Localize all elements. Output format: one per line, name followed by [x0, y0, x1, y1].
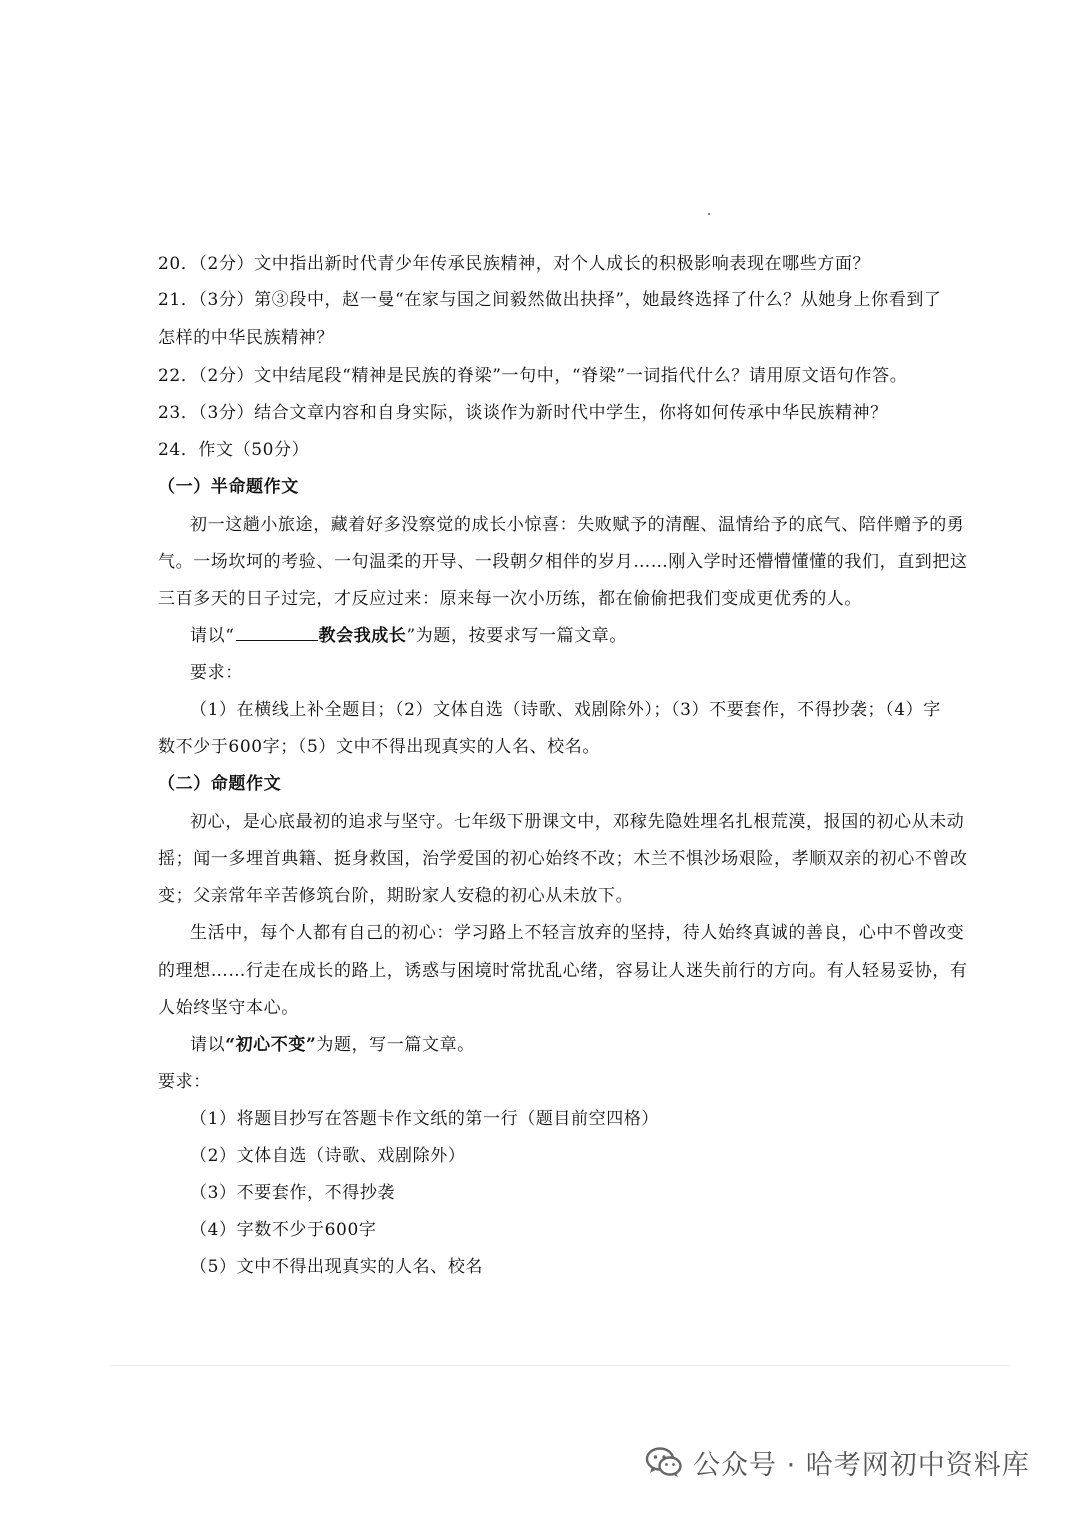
part1-prompt — [190, 624, 627, 648]
part2-requirement-2: （2）文体自选（诗歌、戏剧除外） — [190, 1146, 466, 1166]
part2-paragraph2-line-3: 人始终坚守本心。 — [158, 998, 299, 1018]
part2-requirement-1: （1）将题目抄写在答题卡作文纸的第一行（题目前空四格） — [190, 1109, 660, 1129]
part1-requirements-line-1: （1）在横线上补全题目；（2）文体自选（诗歌、戏剧除外）；（3）不要套作，不得抄袭；（4）字 — [190, 700, 941, 720]
part2-requirement-5: （5）文中不得出现真实的人名、校名 — [190, 1257, 484, 1277]
part1-prompt-prefix: 请以“ — [190, 626, 235, 646]
question-20: 20．（2分）文中指出新时代青少年传承民族精神，对个人成长的积极影响表现在哪些方面？ — [158, 254, 871, 274]
part1-paragraph-line-3: 三百多天的日子过完，才反应过来：原来每一次小历练，都在偷偷把我们变成更优秀的人。 — [158, 589, 862, 609]
part1-prompt-suffix: 为题，按要求写一篇文章。 — [415, 626, 627, 646]
question-21-line-2: 怎样的中华民族精神？ — [158, 328, 334, 348]
question-23: 23．（3分）结合文章内容和自身实际，谈谈作为新时代中学生，你将如何传承中华民族精神？ — [158, 403, 888, 423]
title-blank-line — [236, 624, 318, 641]
wechat-icon — [645, 1446, 683, 1478]
part1-prompt-quote-close: ” — [406, 626, 416, 646]
part2-paragraph2-line-1: 生活中，每个人都有自己的初心：学习路上不轻言放弃的坚持，待人始终真诚的善良，心中不曾改变 — [190, 923, 965, 943]
question-24: 24．作文（50分） — [158, 440, 310, 460]
part2-requirements-label: 要求： — [158, 1072, 211, 1092]
part2-prompt — [190, 1033, 475, 1057]
part1-prompt-title: 教会我成长 — [318, 626, 407, 646]
part1-requirements-line-2: 数不少于600字；（5）文中不得出现真实的人名、校名。 — [158, 737, 600, 757]
part2-paragraph2-line-2: 的理想……行走在成长的路上，诱惑与困境时常扰乱心绪，容易让人迷失前行的方向。有人轻易妥协，有 — [158, 961, 968, 981]
part1-requirements-label: 要求： — [190, 663, 243, 683]
page-bottom-edge — [110, 1365, 1010, 1366]
part2-prompt-suffix: 为题，写一篇文章。 — [316, 1035, 475, 1055]
part1-paragraph-line-2: 气。一场坎坷的考验、一句温柔的开导、一段朝夕相伴的岁月……刚入学时还懵懵懂懂的我们，直到把这 — [158, 552, 968, 572]
question-22: 22．（2分）文中结尾段“精神是民族的脊梁”一句中，“脊梁”一词指代什么？请用原文语句作答。 — [158, 366, 908, 386]
part2-requirement-4: （4）字数不少于600字 — [190, 1220, 377, 1240]
watermark-text: 公众号 · 哈考网初中资料库 — [693, 1449, 1030, 1481]
part2-heading: （二）命题作文 — [158, 774, 282, 794]
scan-speck — [708, 213, 710, 215]
part2-paragraph1-line-2: 摇；闻一多埋首典籍、挺身救国，治学爱国的初心始终不改；木兰不惧沙场艰险，孝顺双亲的初心不曾改 — [158, 849, 968, 869]
question-21-line-1: 21．（3分）第③段中，赵一曼“在家与国之间毅然做出抉择”，她最终选择了什么？从她身上你看到了 — [158, 290, 942, 310]
part2-paragraph1-line-3: 变；父亲常年辛苦修筑台阶，期盼家人安稳的初心从未放下。 — [158, 886, 634, 906]
part2-prompt-prefix: 请以 — [190, 1035, 226, 1055]
part2-paragraph1-line-1: 初心，是心底最初的追求与坚守。七年级下册课文中，邓稼先隐姓埋名扎根荒漠，报国的初心从未动 — [190, 812, 965, 832]
part2-prompt-title: “初心不变” — [225, 1035, 317, 1055]
part2-requirement-3: （3）不要套作，不得抄袭 — [190, 1183, 396, 1203]
part1-heading: （一）半命题作文 — [158, 477, 299, 497]
wechat-watermark — [645, 1440, 1030, 1484]
part1-paragraph-line-1: 初一这趟小旅途，藏着好多没察觉的成长小惊喜：失败赋予的清醒、温情给予的底气、陪伴赠予的勇 — [190, 515, 965, 535]
